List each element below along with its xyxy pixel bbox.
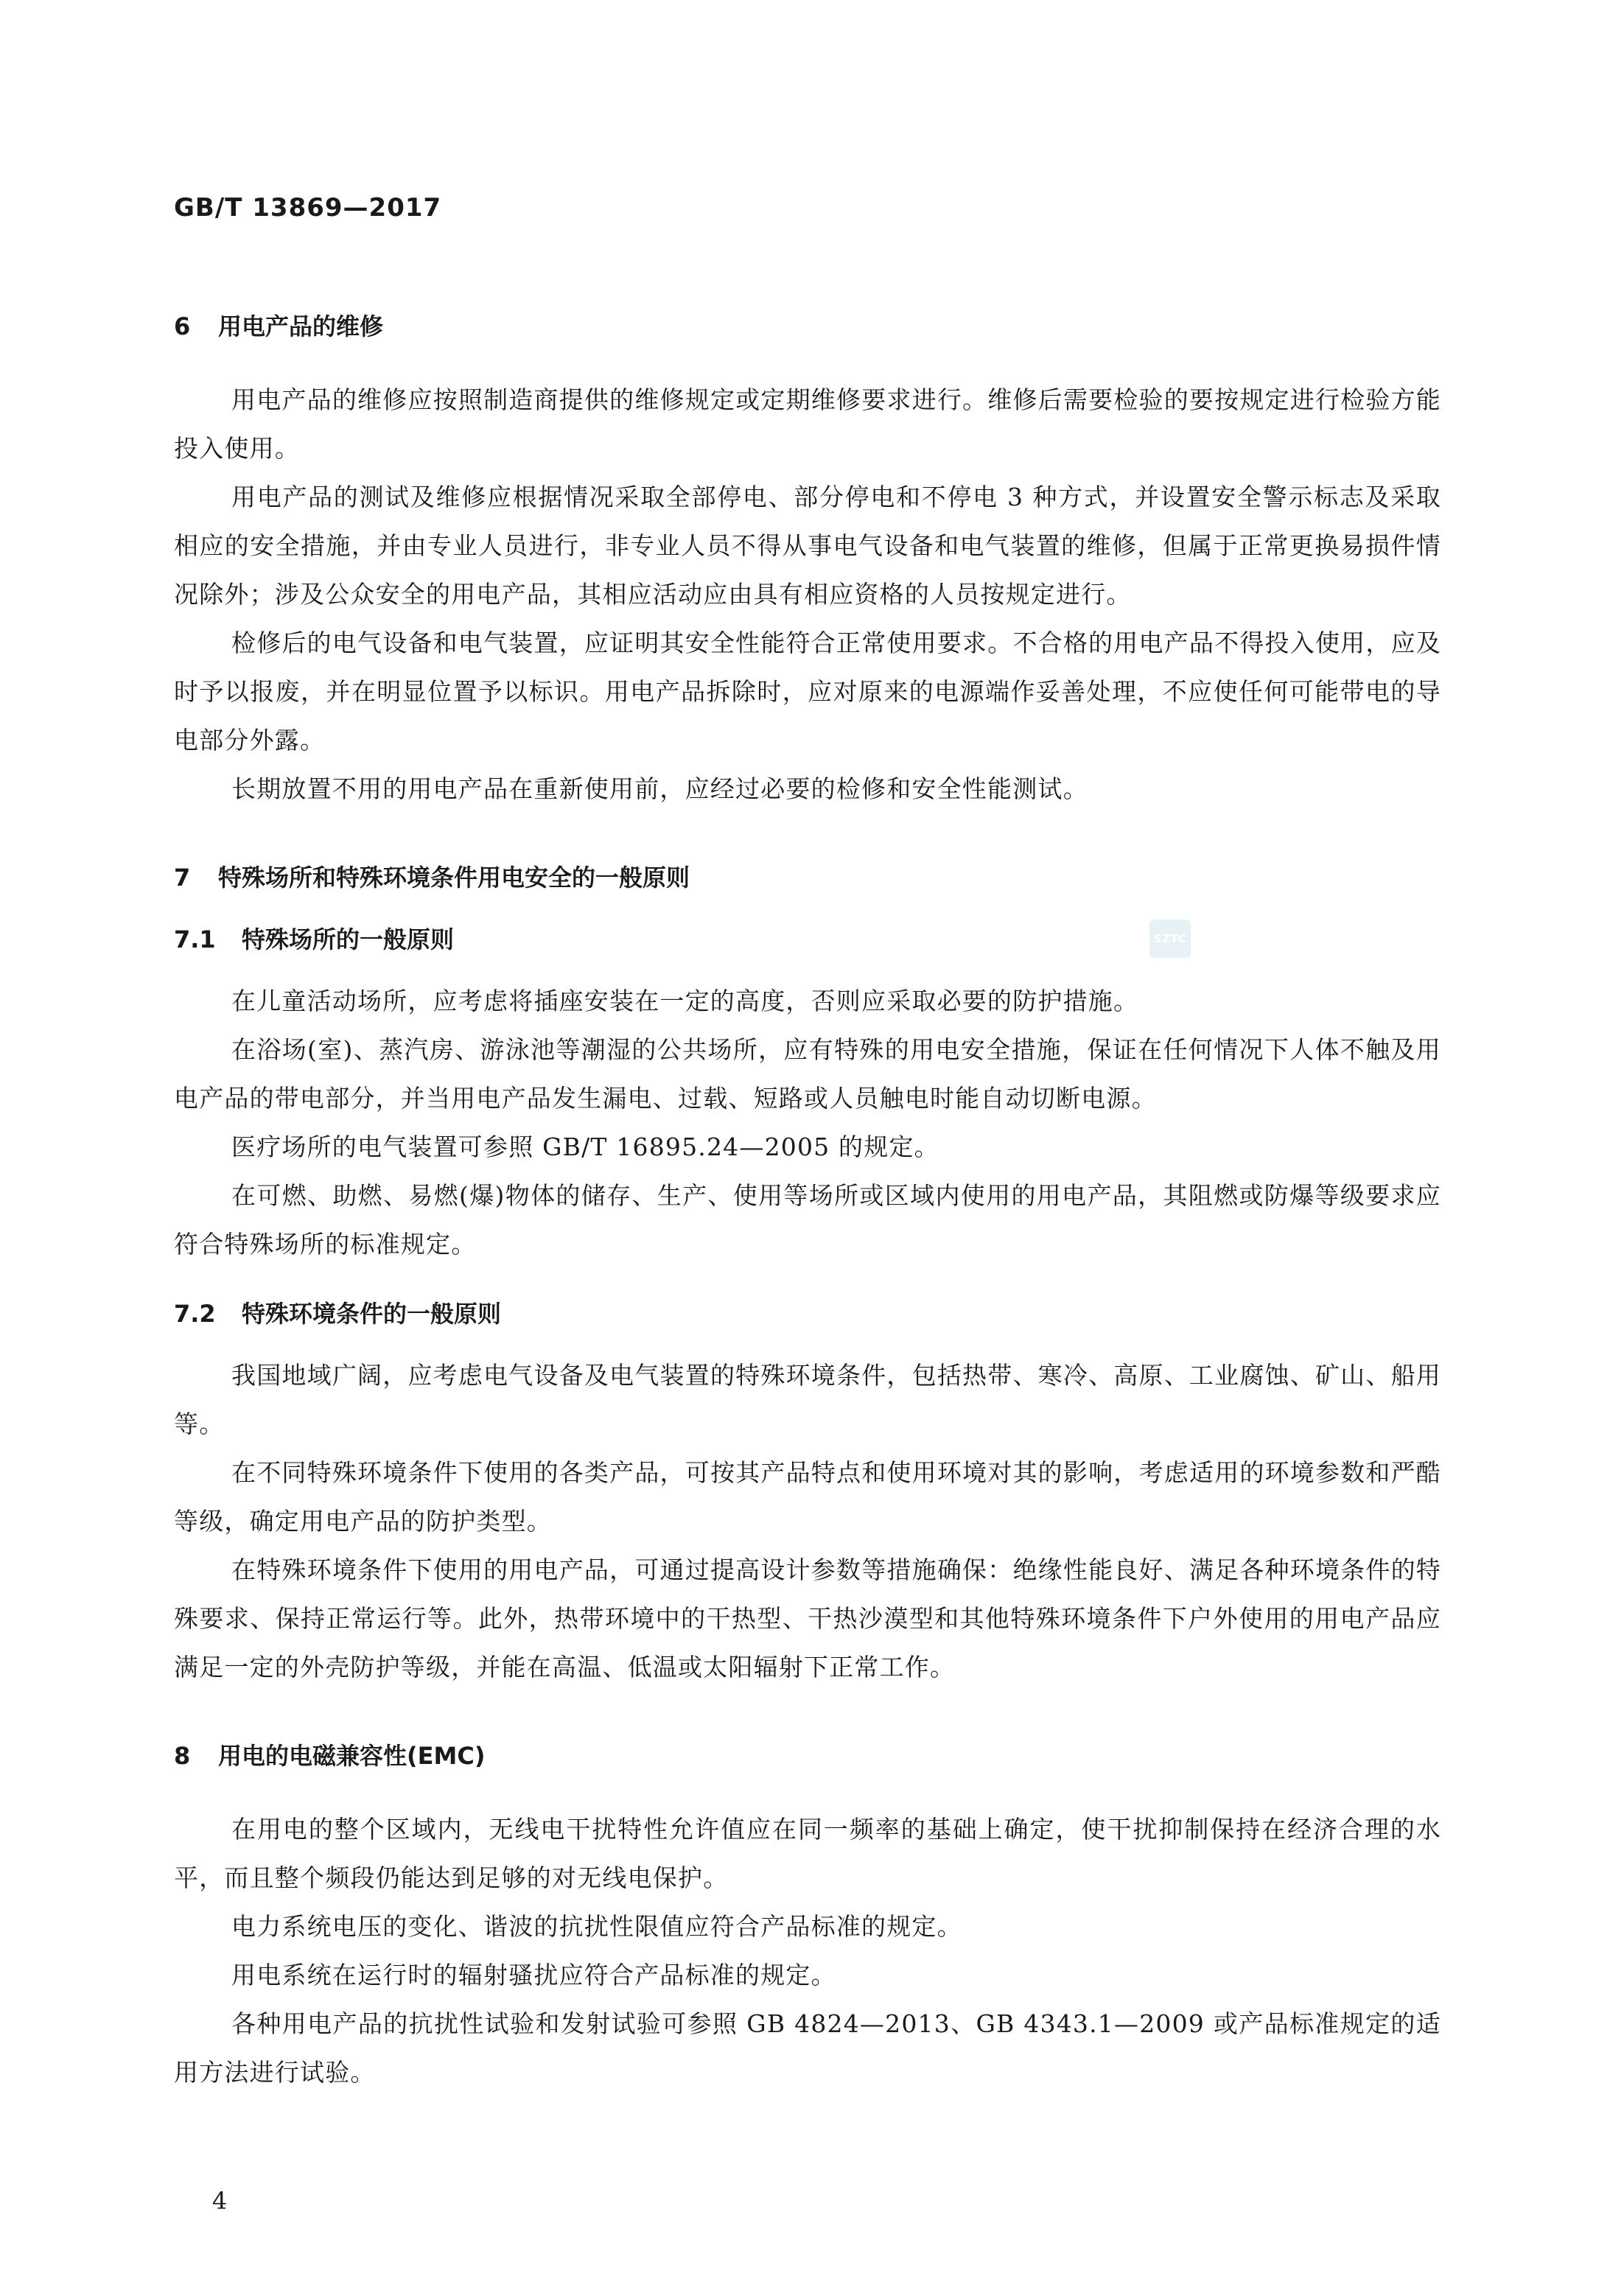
section-7-2-heading (174, 1297, 1441, 1331)
standard-code: GB/T 13869—2017 (174, 193, 442, 223)
paragraph: 医疗场所的电气装置可参照 GB/T 16895.24—2005 的规定。 (231, 1133, 939, 1161)
section-7-1-heading (174, 923, 1441, 956)
paragraph: 在用电的整个区域内，无线电干扰特性允许值应在同一频率的基础上确定，使干扰抑制保持在经济合理的水平，而且整个频段仍能达到足够的对无线电保护。 (174, 1815, 1441, 1892)
section-number: 6 (174, 312, 191, 340)
paragraph: 用电产品的维修应按照制造商提供的维修规定或定期维修要求进行。维修后需要检验的要按规定进行检验方能投入使用。 (174, 385, 1441, 463)
section-number: 7.2 (174, 1300, 216, 1328)
paragraph: 长期放置不用的用电产品在重新使用前，应经过必要的检修和安全性能测试。 (231, 774, 1088, 803)
section-8-heading (174, 1739, 1441, 1773)
section-title: 特殊环境条件的一般原则 (242, 1300, 502, 1328)
paragraph: 在可燃、助燃、易燃(爆)物体的储存、生产、使用等场所或区域内使用的用电产品，其阻燃或防爆等级要求应符合特殊场所的标准规定。 (174, 1181, 1441, 1258)
section-title: 用电的电磁兼容性(EMC) (218, 1742, 486, 1770)
paragraph: 用电产品的测试及维修应根据情况采取全部停电、部分停电和不停电 3 种方式，并设置安全警示标志及采取相应的安全措施，并由专业人员进行，非专业人员不得从事电气设备和电气装置的维修，但属于正常更换易损件情况除外；涉及公众安全的用电产品，其相应活动应由具有相应资格的人员按规定进行。 (174, 483, 1441, 609)
paragraph: 检修后的电气设备和电气装置，应证明其安全性能符合正常使用要求。不合格的用电产品不得投入使用，应及时予以报废，并在明显位置予以标识。用电产品拆除时，应对原来的电源端作妥善处理，不应使任何可能带电的导电部分外露。 (174, 629, 1441, 755)
section-number: 7 (174, 864, 191, 892)
paragraph: 各种用电产品的抗扰性试验和发射试验可参照 GB 4824—2013、GB 4343.1—2009 或产品标准规定的适用方法进行试验。 (174, 2009, 1441, 2087)
section-6-heading (174, 309, 1441, 343)
page-number: 4 (212, 2187, 228, 2215)
section-number: 7.1 (174, 925, 216, 953)
section-number: 8 (174, 1742, 191, 1770)
watermark-text: SZTC (1153, 932, 1187, 945)
document-body (174, 309, 1441, 2097)
section-title: 特殊场所的一般原则 (242, 925, 455, 953)
paragraph: 在不同特殊环境条件下使用的各类产品，可按其产品特点和使用环境对其的影响，考虑适用的环境参数和严酷等级，确定用电产品的防护类型。 (174, 1458, 1441, 1536)
section-title: 用电产品的维修 (218, 312, 384, 340)
paragraph: 用电系统在运行时的辐射骚扰应符合产品标准的规定。 (231, 1961, 836, 1989)
paragraph: 我国地域广阔，应考虑电气设备及电气装置的特殊环境条件，包括热带、寒冷、高原、工业腐蚀、矿山、船用等。 (174, 1361, 1441, 1438)
paragraph: 在特殊环境条件下使用的用电产品，可通过提高设计参数等措施确保：绝缘性能良好、满足各种环境条件的特殊要求、保持正常运行等。此外，热带环境中的干热型、干热沙漠型和其他特殊环境条件下户外使用的用电产品应满足一定的外壳防护等级，并能在高温、低温或太阳辐射下正常工作。 (174, 1555, 1441, 1681)
section-title: 特殊场所和特殊环境条件用电安全的一般原则 (218, 864, 690, 892)
section-7-heading (174, 861, 1441, 895)
paragraph: 电力系统电压的变化、谐波的抗扰性限值应符合产品标准的规定。 (231, 1912, 962, 1941)
paragraph: 在儿童活动场所，应考虑将插座安装在一定的高度，否则应采取必要的防护措施。 (231, 987, 1139, 1015)
paragraph: 在浴场(室)、蒸汽房、游泳池等潮湿的公共场所，应有特殊的用电安全措施，保证在任何情况下人体不触及用电产品的带电部分，并当用电产品发生漏电、过载、短路或人员触电时能自动切断电源。 (174, 1035, 1441, 1113)
